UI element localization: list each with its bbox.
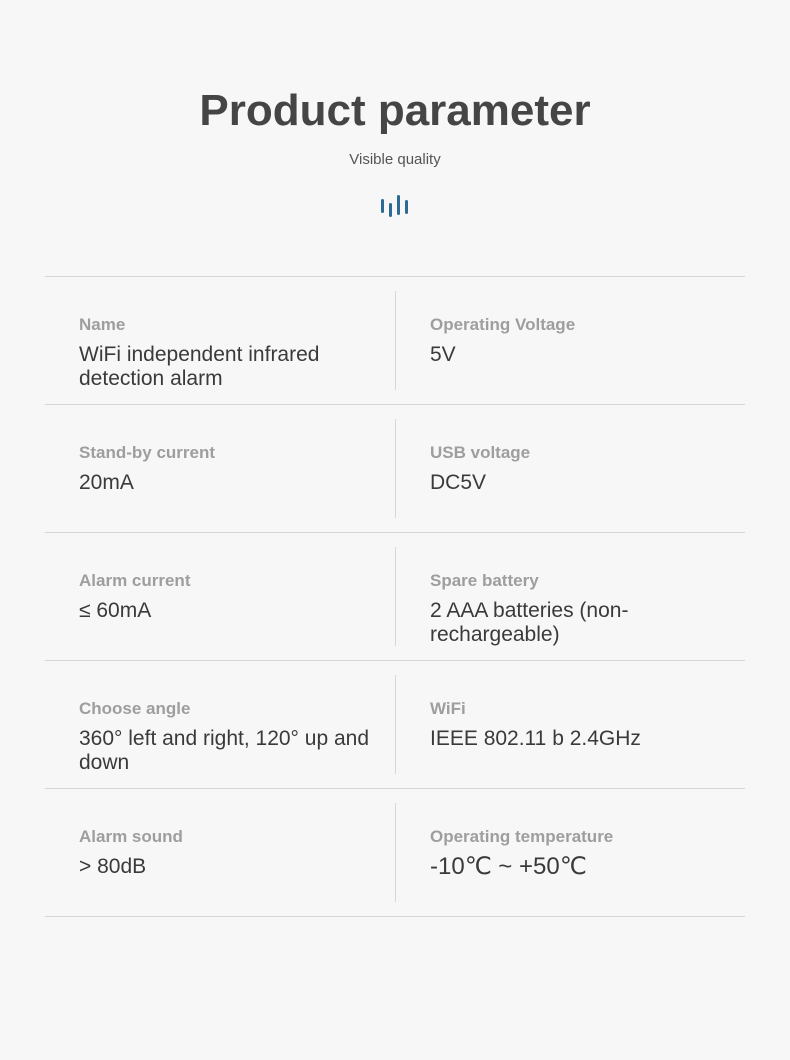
param-value: 20mA [79,471,134,494]
param-value: IEEE 802.11 b 2.4GHz [430,727,641,750]
column-divider [395,291,396,390]
column-divider [395,547,396,646]
param-label: Spare battery [430,571,539,590]
table-row [45,661,745,789]
table-row [45,405,745,533]
param-label: Stand-by current [79,443,216,462]
page-subtitle: Visible quality [349,151,441,168]
param-operating-voltage [430,315,730,367]
param-standby-current [79,443,379,495]
param-label: Operating Voltage [430,315,576,334]
page-title: Product parameter [199,86,591,135]
column-divider [395,675,396,774]
param-value: DC5V [430,471,487,494]
param-alarm-sound [79,827,379,879]
parameter-table [45,276,745,917]
param-value: 360° left and right, 120° up and down [79,727,370,774]
param-value: 5V [430,343,456,366]
column-divider [395,419,396,518]
param-value: -10℃ ~ +50℃ [430,853,587,880]
param-wifi [430,699,730,751]
param-usb-voltage [430,443,730,495]
param-value: WiFi independent infrared detection alarm [79,343,320,390]
equalizer-bars-icon [380,194,410,218]
param-value: > 80dB [79,855,147,878]
param-spare-battery [430,571,730,647]
table-row [45,277,745,405]
param-label: Name [79,315,126,334]
param-value: ≤ 60mA [79,599,152,622]
table-row [45,789,745,917]
param-label: Choose angle [79,699,191,718]
column-divider [395,803,396,902]
param-label: USB voltage [430,443,531,462]
param-choose-angle [79,699,379,775]
param-label: Operating temperature [430,827,614,846]
param-label: Alarm sound [79,827,183,846]
param-label: Alarm current [79,571,191,590]
param-name [79,315,379,391]
param-label: WiFi [430,699,466,718]
param-alarm-current [79,571,379,623]
param-operating-temperature [430,827,730,879]
table-row [45,533,745,661]
param-value: 2 AAA batteries (non-rechargeable) [430,599,629,646]
